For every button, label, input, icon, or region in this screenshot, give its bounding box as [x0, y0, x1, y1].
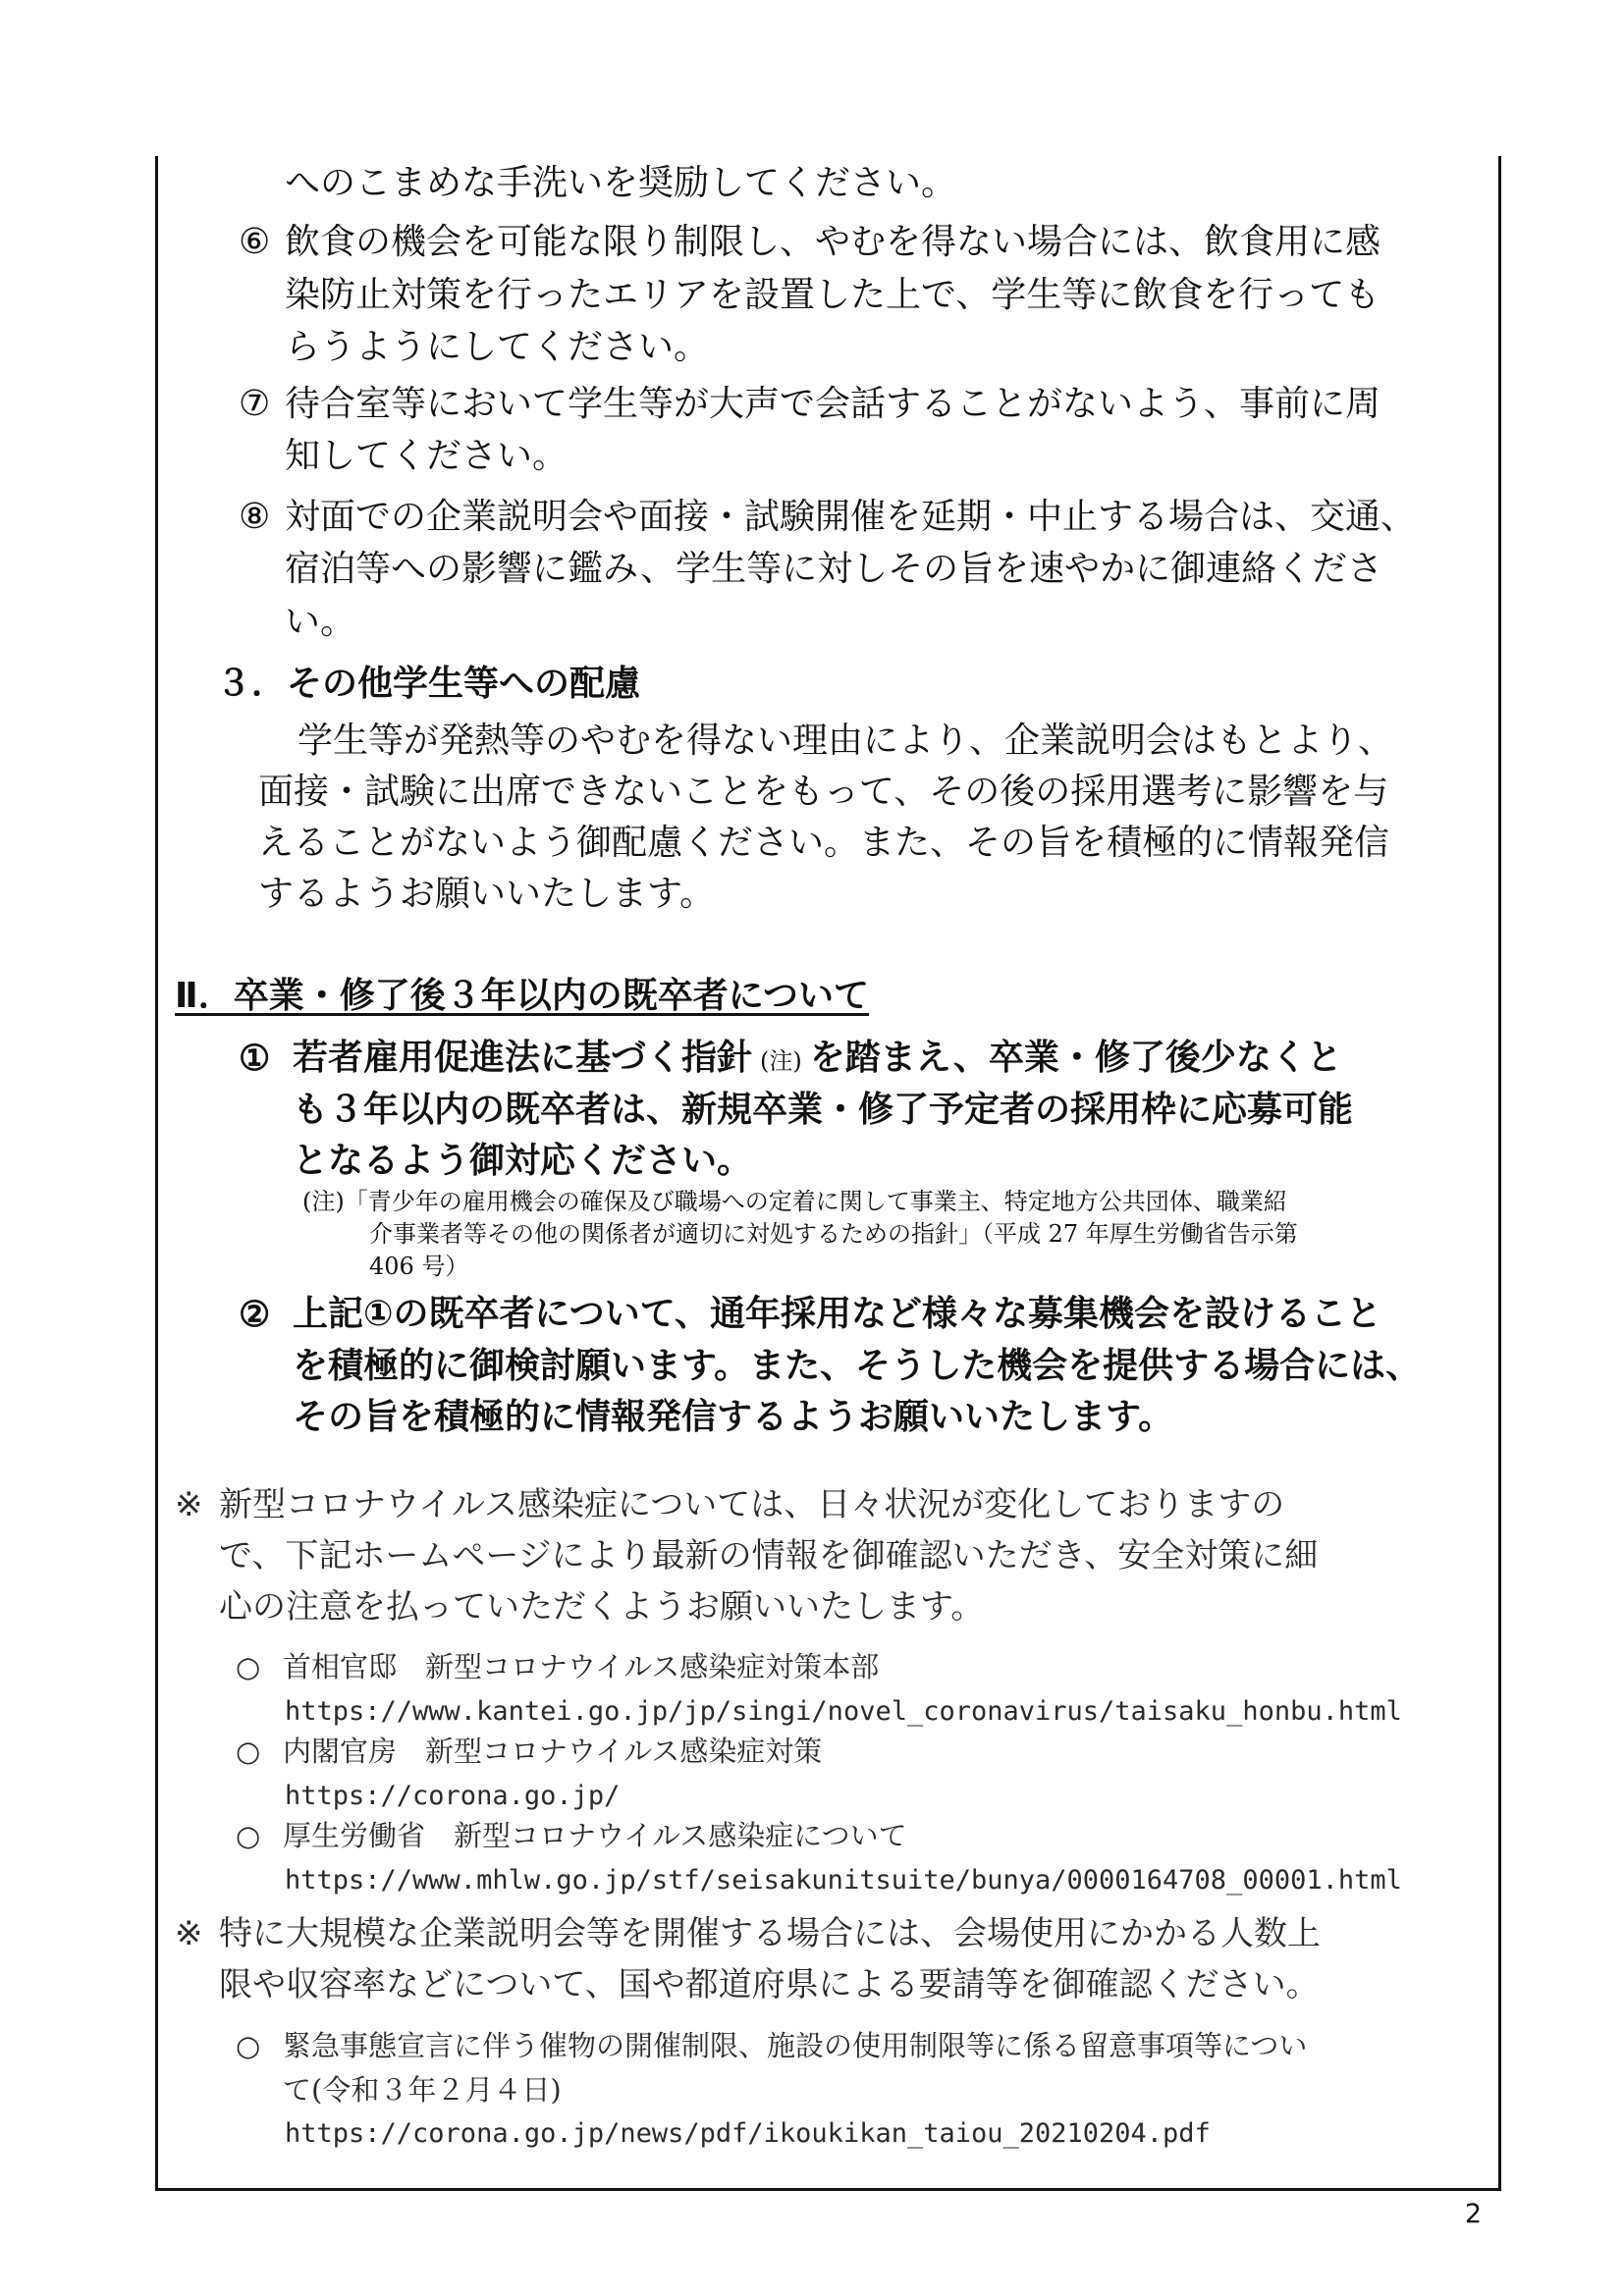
note-2-line-2: 限や収容率などについて、国や都道府県による要請等を御確認ください。 [219, 1965, 1320, 2004]
link-3-url[interactable]: https://www.mhlw.go.jp/stf/seisakunitsuite/bunya/0000164708_00001.html [285, 1865, 1402, 1896]
item-8-line-3: い。 [285, 602, 356, 642]
item-6-line-2: 染防止対策を行ったエリアを設置した上で、学生等に飲食を行っても [285, 275, 1380, 315]
note-1-line-1: 新型コロナウイルス感染症については、日々状況が変化しておりますの [219, 1485, 1285, 1524]
part-2-item-2-line-3: その旨を積極的に情報発信するようお願いいたします。 [293, 1397, 1174, 1437]
footnote-line-1: (注)「青少年の雇用機会の確保及び職場への定着に関して事業主、特定地方公共団体、職業紹 [302, 1188, 1287, 1215]
part-2-item-2-line-2: を積極的に御検討願います。また、そうした機会を提供する場合には、 [293, 1346, 1422, 1386]
link-2-title: 内閣官房 新型コロナウイルス感染症対策 [283, 1735, 823, 1768]
section-3-heading: ３．その他学生等への配慮 [216, 664, 641, 704]
section-3-line-3: えることがないよう御配慮ください。また、その旨を積極的に情報発信 [258, 823, 1390, 863]
link-4-title-line-2: て(令和３年２月４日) [283, 2073, 562, 2107]
part-2-item-1-line-2: も３年以内の既卒者は、新規卒業・修了予定者の採用枠に応募可能 [293, 1090, 1354, 1130]
item-marker-2: ② [239, 1294, 271, 1335]
note-1-line-3: 心の注意を払っていただくようお願いいたします。 [219, 1587, 985, 1627]
link-4-title-line-1: 緊急事態宣言に伴う催物の開催制限、施設の使用制限等に係る留意事項等につい [283, 2029, 1308, 2062]
section-3-line-4: するようお願いいたします。 [258, 874, 716, 914]
link-3-marker: ○ [236, 1819, 261, 1852]
note-1-marker: ※ [175, 1485, 203, 1524]
item-7-line-2: 知してください。 [285, 436, 568, 476]
link-3-title: 厚生労働省 新型コロナウイルス感染症について [283, 1819, 907, 1852]
note-1-line-2: で、下記ホームページにより最新の情報を御確認いただき、安全対策に細 [219, 1536, 1319, 1575]
link-4-url[interactable]: https://corona.go.jp/news/pdf/ikoukikan_taiou_20210204.pdf [285, 2118, 1211, 2149]
link-1-title: 首相官邸 新型コロナウイルス感染症対策本部 [283, 1650, 880, 1683]
item-marker-1: ① [239, 1038, 271, 1079]
page-number: 2 [1464, 2199, 1482, 2229]
paragraph-line: へのこまめな手洗いを奨励してください。 [285, 163, 957, 203]
item-marker-6: ⑥ [239, 222, 271, 262]
part-2-item-1-line-1: 若者雇用促進法に基づく指針 (注) を踏まえ、卒業・修了後少なくと [293, 1038, 1342, 1078]
item-marker-8: ⑧ [239, 497, 271, 537]
item-6-line-3: らうようにしてください。 [285, 327, 710, 367]
footnote-line-2: 介事業者等その他の関係者が適切に対処するための指針」（平成 27 年厚生労働省告示第 [369, 1220, 1298, 1248]
footnote-ref: (注) [760, 1047, 802, 1075]
section-3-line-2: 面接・試験に出席できないことをもって、その後の採用選考に影響を与 [258, 772, 1389, 812]
part-2-item-2-line-1: 上記①の既卒者について、通年採用など様々な募集機会を設けること [293, 1294, 1382, 1334]
item-marker-7: ⑦ [239, 384, 271, 424]
part-2-heading: Ⅱ．卒業・修了後３年以内の既卒者について [175, 976, 869, 1016]
link-2-url[interactable]: https://corona.go.jp/ [285, 1781, 621, 1811]
item-6-line-1: 飲食の機会を可能な限り制限し、やむを得ない場合には、飲食用に感 [285, 222, 1381, 262]
note-2-line-1: 特に大規模な企業説明会等を開催する場合には、会場使用にかかる人数上 [219, 1914, 1321, 1953]
link-2-marker: ○ [236, 1735, 261, 1768]
link-1-marker: ○ [236, 1650, 261, 1683]
link-1-url[interactable]: https://www.kantei.go.jp/jp/singi/novel_coronavirus/taisaku_honbu.html [285, 1696, 1402, 1727]
section-3-line-1: 学生等が発熱等のやむを得ない理由により、企業説明会はもとより、 [298, 721, 1394, 761]
item-8-line-1: 対面での企業説明会や面接・試験開催を延期・中止する場合は、交通、 [285, 497, 1417, 537]
footnote-line-3: 406 号） [369, 1253, 469, 1280]
item-8-line-2: 宿泊等への影響に鑑み、学生等に対しその旨を速やかに御連絡くださ [285, 549, 1383, 589]
part-2-item-1-line-3: となるよう御対応ください。 [293, 1141, 753, 1181]
item-7-line-1: 待合室等において学生等が大声で会話することがないよう、事前に周 [285, 384, 1381, 424]
note-2-marker: ※ [175, 1914, 203, 1953]
link-4-marker: ○ [236, 2029, 261, 2062]
